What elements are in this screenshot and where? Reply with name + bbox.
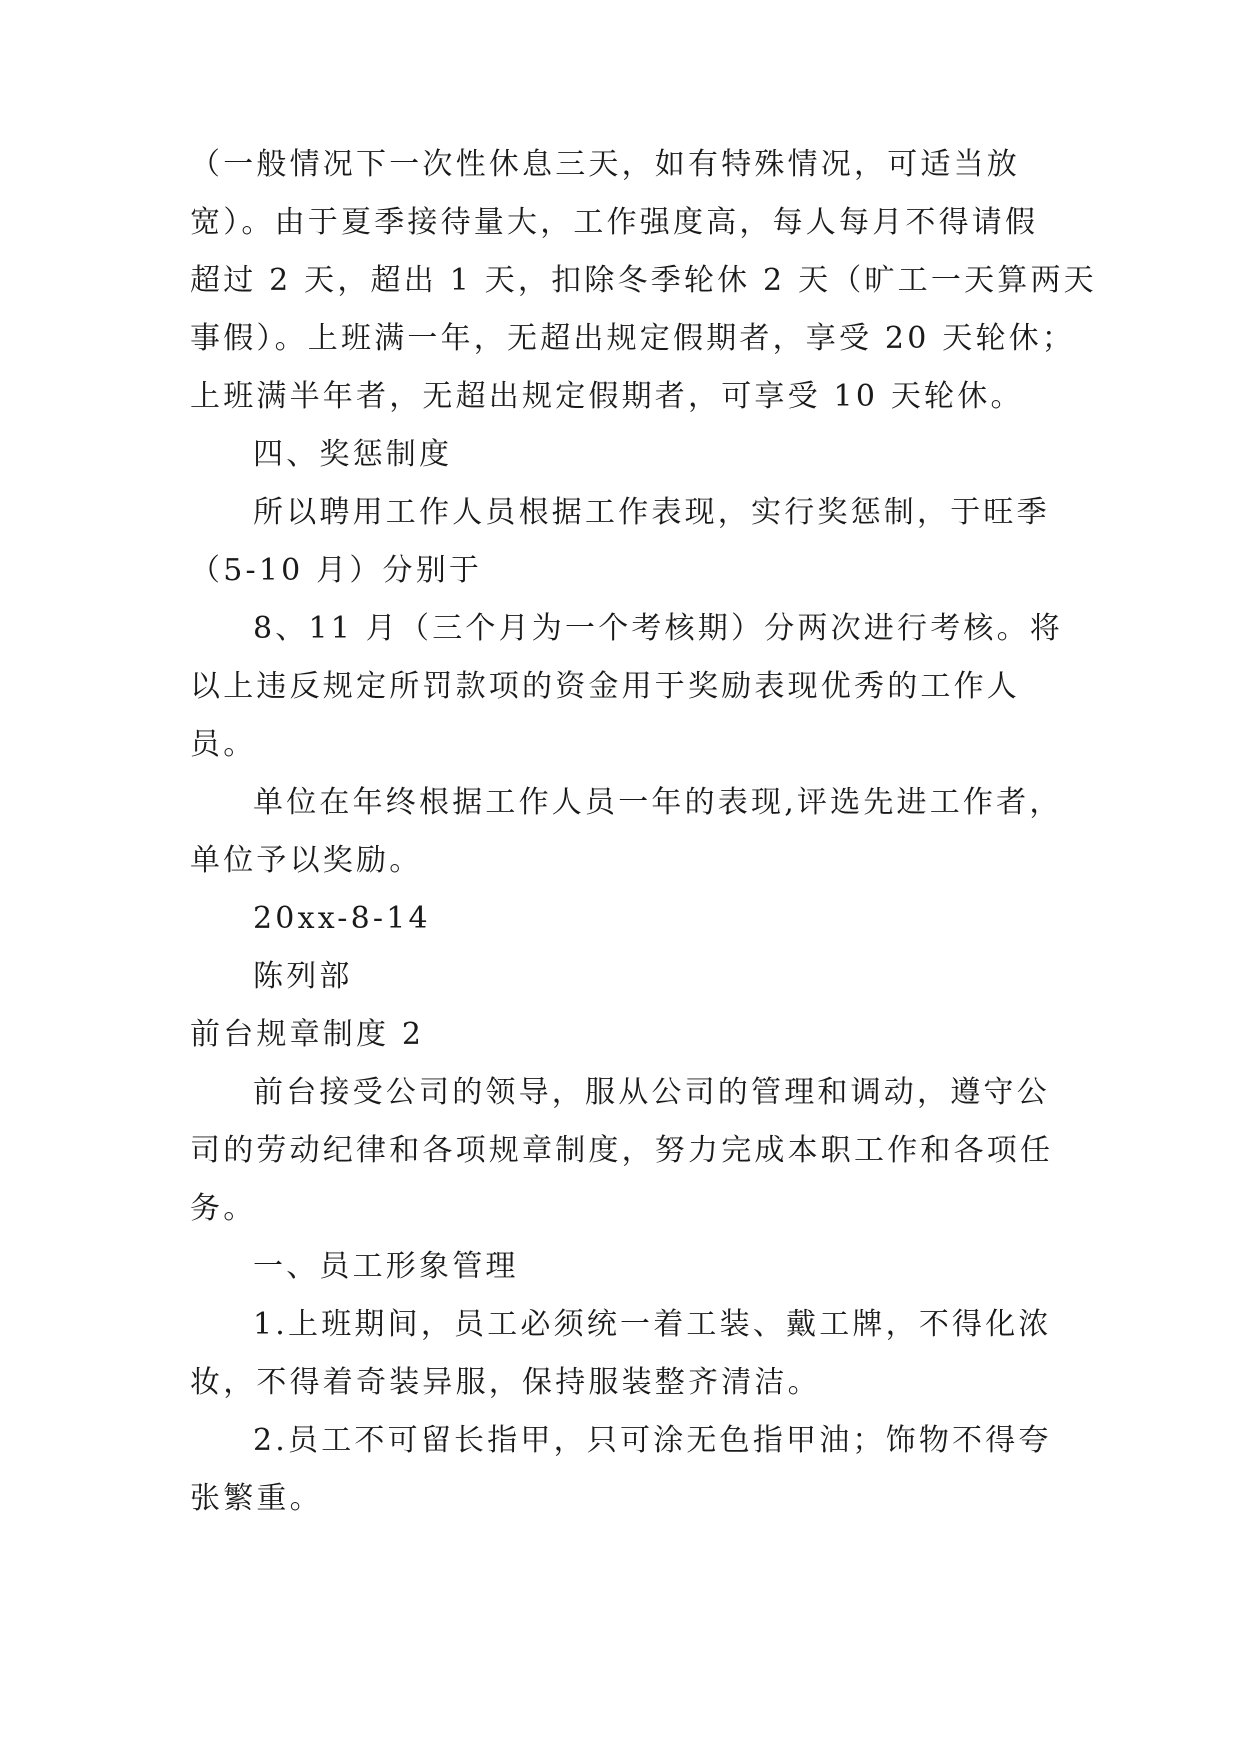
text-line: 事假）。上班满一年，无超出规定假期者，享受 20 天轮休； — [190, 321, 1076, 356]
text-line: 妆，不得着奇装异服，保持服装整齐清洁。 — [190, 1365, 821, 1400]
text-line: （一般情况下一次性休息三天，如有特殊情况，可适当放 — [190, 147, 1020, 182]
paragraph-line: 所以聘用工作人员根据工作表现，实行奖惩制，于旺季 — [253, 495, 1050, 530]
paragraph-line: 单位在年终根据工作人员一年的表现,评选先进工作者， — [253, 785, 1063, 820]
list-item: 1.上班期间，员工必须统一着工装、戴工牌，不得化浓 — [253, 1307, 1052, 1342]
text-line: 员。 — [190, 727, 257, 762]
paragraph-line: 前台接受公司的领导，服从公司的管理和调动，遵守公 — [253, 1075, 1050, 1110]
text-line: 超过 2 天，超出 1 天，扣除冬季轮休 2 天（旷工一天算两天 — [190, 263, 1097, 298]
document-title: 前台规章制度 2 — [190, 1017, 425, 1052]
section-heading: 四、奖惩制度 — [253, 437, 453, 472]
text-line: 以上违反规定所罚款项的资金用于奖励表现优秀的工作人 — [190, 669, 1020, 704]
text-line: 单位予以奖励。 — [190, 843, 423, 878]
date-line: 20xx-8-14 — [253, 901, 431, 936]
text-line: 上班满半年者，无超出规定假期者，可享受 10 天轮休。 — [190, 379, 1024, 414]
text-line: 宽）。由于夏季接待量大，工作强度高，每人每月不得请假 — [190, 205, 1039, 240]
text-line: （5-10 月）分别于 — [190, 553, 483, 588]
paragraph-line: 8、11 月（三个月为一个考核期）分两次进行考核。将 — [253, 611, 1063, 646]
text-line: 务。 — [190, 1191, 257, 1226]
signature-department: 陈列部 — [253, 959, 353, 994]
list-item: 2.员工不可留长指甲，只可涂无色指甲油；饰物不得夸 — [253, 1423, 1052, 1458]
text-line: 司的劳动纪律和各项规章制度，努力完成本职工作和各项任 — [190, 1133, 1054, 1168]
section-heading: 一、员工形象管理 — [253, 1249, 519, 1284]
text-line: 张繁重。 — [190, 1481, 323, 1516]
